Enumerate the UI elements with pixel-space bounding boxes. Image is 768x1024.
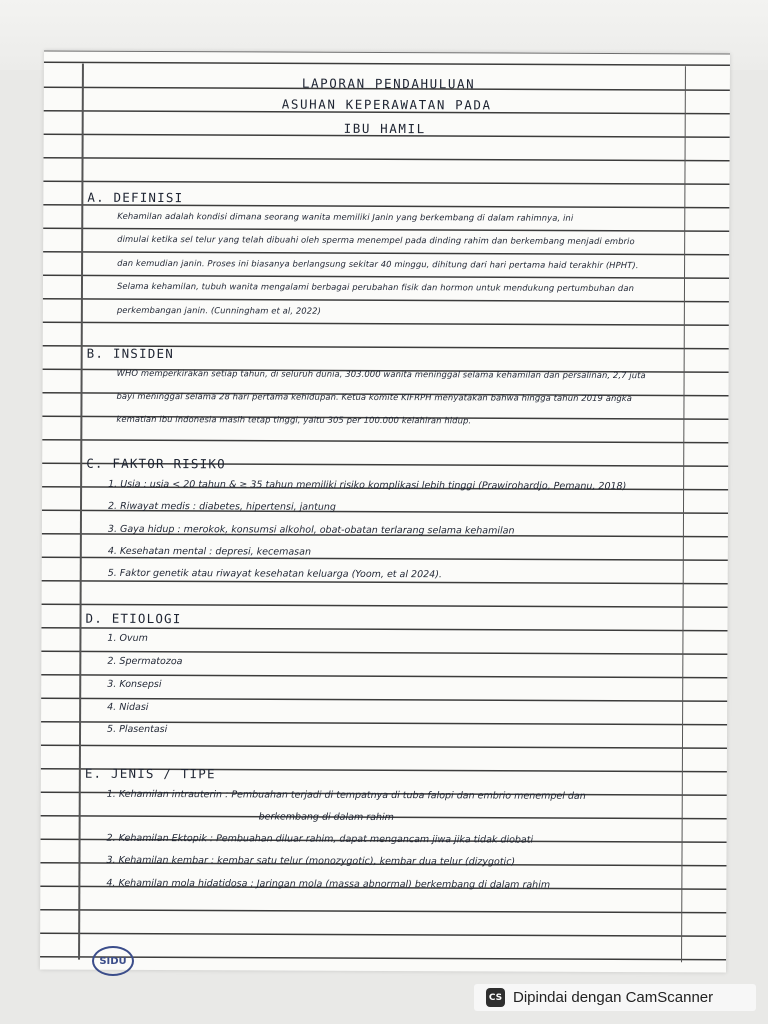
insiden-line-1: WHO memperkirakan setiap tahun, di seluruh dunia, 303.000 wanita meninggal selama kehamilan dan persalinan, 2,7 juta: [116, 367, 646, 381]
faktor-item-4: 4. Kesehatan mental : depresi, kecemasan: [107, 545, 312, 558]
definisi-line-1: Kehamilan adalah kondisi dimana seorang wanita memiliki Janin yang berkembang di dalam rahimnya, ini: [117, 210, 574, 223]
heading-jenis-tipe: E. JENIS / TIPE: [84, 765, 216, 782]
etiologi-item-1: 1. Ovum: [107, 632, 148, 644]
jenis-item-1: 1. Kehamilan intrauterin : Pembuahan terjadi di tempatnya di tuba falopi dan embrio menempel dan: [106, 788, 586, 802]
paper-brand-logo: SIDU: [92, 946, 134, 976]
insiden-line-2: bayi meninggal selama 28 hari pertama kehidupan. Ketua komite KIFRPH menyatakan bahwa hingga tahun 2019 angka: [116, 390, 633, 404]
title-line-1: LAPORAN PENDAHULUAN: [301, 75, 476, 92]
left-margin-line: [78, 64, 83, 960]
definisi-line-4: Selama kehamilan, tubuh wanita mengalami berbagai perubahan fisik dan hormon untuk mendukung pertumbuhan dan: [116, 280, 635, 294]
etiologi-item-3: 3. Konsepsi: [107, 678, 162, 691]
jenis-item-3: 3. Kehamilan kembar : kembar satu telur (monozygotic), kembar dua telur (dizygotic): [106, 854, 516, 868]
definisi-line-2: dimulai ketika sel telur yang telah dibuahi oleh sperma menempel pada dinding rahim dan berkembang menjadi embrio: [117, 233, 635, 247]
faktor-item-1: 1. Usia : usia < 20 tahun & ≥ 35 tahun memiliki risiko komplikasi lebih tinggi (Prawirohardjo, Pemanu, 2018): [108, 478, 627, 493]
camscanner-label: Dipindai dengan CamScanner: [513, 989, 714, 1006]
insiden-line-3: kematian ibu indonesia masih tetap tinggi, yaitu 305 per 100.000 kelahiran hidup.: [116, 413, 472, 426]
heading-etiologi: D. ETIOLOGI: [85, 610, 182, 627]
heading-definisi: A. DEFINISI: [87, 189, 184, 206]
jenis-item-4: 4. Kehamilan mola hidatidosa : Jaringan mola (massa abnormal) berkembang di dalam rahim: [106, 877, 551, 891]
definisi-line-3: dan kemudian janin. Proses ini biasanya berlangsung sekitar 40 minggu, dihitung dari hari pertama haid terakhir (HPHT).: [117, 257, 639, 271]
faktor-item-3: 3. Gaya hidup : merokok, konsumsi alkohol, obat-obatan terlarang selama kehamilan: [107, 523, 515, 537]
heading-insiden: B. INSIDEN: [86, 345, 174, 362]
faktor-item-2: 2. Riwayat medis : diabetes, hipertensi, jantung: [107, 500, 336, 513]
faktor-item-5: 5. Faktor genetik atau riwayat kesehatan keluarga (Yoom, et al 2024).: [107, 567, 442, 581]
etiologi-item-2: 2. Spermatozoa: [107, 655, 183, 668]
camscanner-icon: CS: [486, 988, 505, 1007]
jenis-item-2: 2. Kehamilan Ektopik : Pembuahan diluar rahim, dapat mengancam jiwa jika tidak diobati: [106, 832, 534, 846]
title-line-3: IBU HAMIL: [343, 120, 426, 137]
right-margin-line: [681, 66, 686, 962]
jenis-item-1-continued: berkembang di dalam rahim: [258, 811, 394, 824]
etiologi-item-4: 4. Nidasi: [107, 701, 149, 713]
lined-paper-page: [40, 51, 730, 973]
etiologi-item-5: 5. Plasentasi: [107, 723, 168, 736]
definisi-line-5: perkembangan janin. (Cunningham et al, 2022): [116, 304, 321, 316]
camscanner-watermark: [474, 984, 756, 1011]
title-line-2: ASUHAN KEPERAWATAN PADA: [281, 96, 492, 113]
heading-faktor-risiko: C. FAKTOR RISIKO: [86, 455, 226, 472]
